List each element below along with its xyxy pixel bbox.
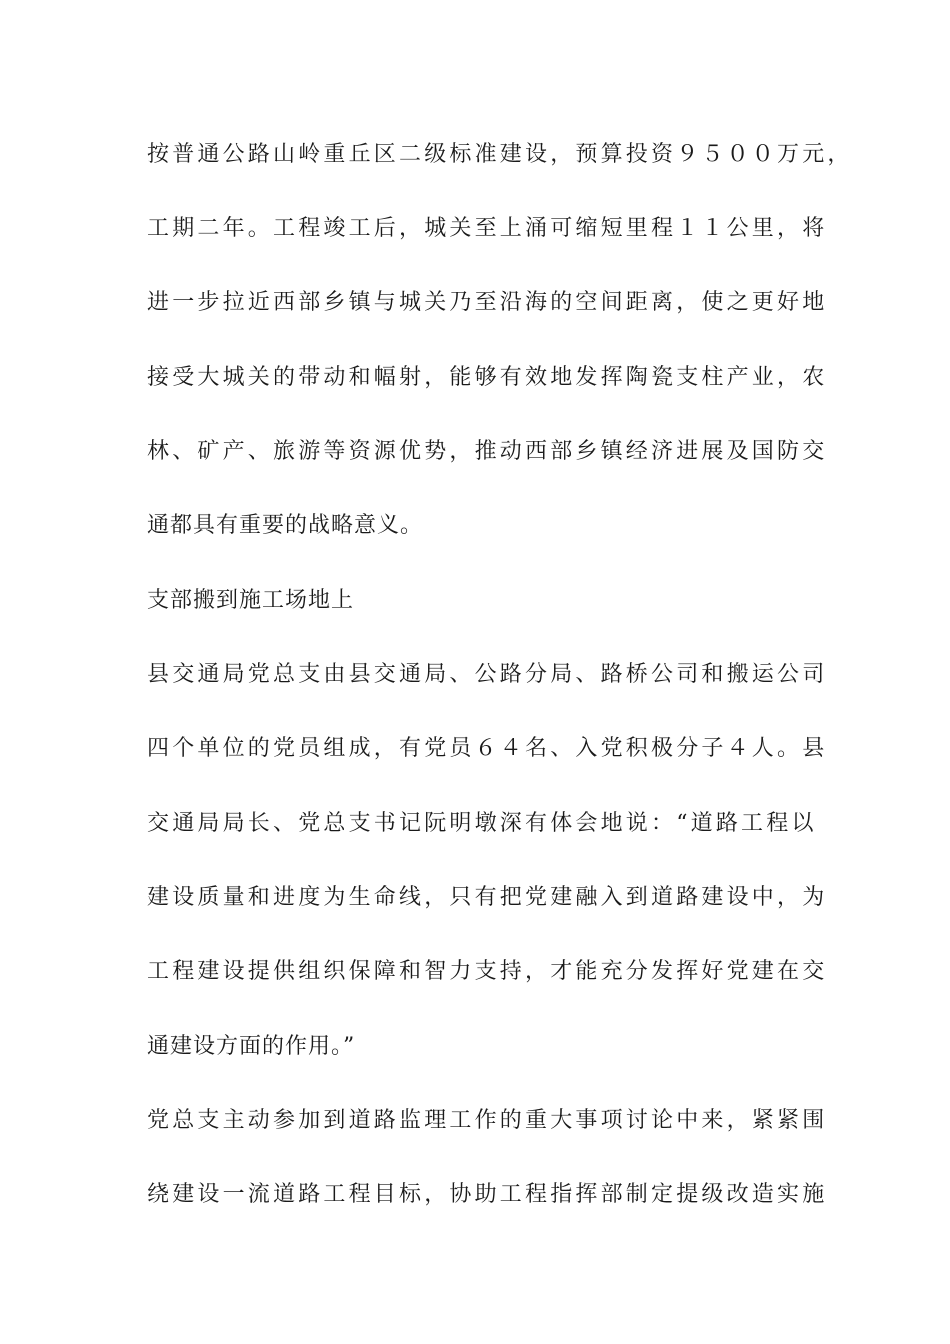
text-line: 林、矿产、旅游等资源优势，推动西部乡镇经济进展及国防交 <box>147 439 828 464</box>
text-line: 县交通局党总支由县交通局、公路分局、路桥公司和搬运公司 <box>147 662 828 687</box>
text-line: 通建设方面的作用。” <box>147 1034 356 1059</box>
text-line: 工程建设提供组织保障和智力支持，才能充分发挥好党建在交 <box>147 959 828 984</box>
text-line: 党总支主动参加到道路监理工作的重大事项讨论中来，紧紧围 <box>147 1108 828 1133</box>
text-line: 建设质量和进度为生命线，只有把党建融入到道路建设中，为 <box>147 885 828 910</box>
text-line: 四个单位的党员组成，有党员６４名、入党积极分子４人。县 <box>147 736 828 761</box>
text-line: 交通局局长、党总支书记阮明墩深有体会地说：“道路工程以 <box>147 811 817 836</box>
text-line: 工期二年。工程竣工后，城关至上涌可缩短里程１１公里，将 <box>147 216 828 241</box>
section-heading: 支部搬到施工场地上 <box>147 588 355 613</box>
text-line: 绕建设一流道路工程目标，协助工程指挥部制定提级改造实施 <box>147 1182 828 1207</box>
text-line: 按普通公路山岭重丘区二级标准建设，预算投资９５００万元， <box>147 142 853 167</box>
text-line: 通都具有重要的战略意义。 <box>147 513 424 538</box>
text-line: 进一步拉近西部乡镇与城关乃至沿海的空间距离，使之更好地 <box>147 290 828 315</box>
text-line: 接受大城关的带动和幅射，能够有效地发挥陶瓷支柱产业，农 <box>147 365 828 390</box>
